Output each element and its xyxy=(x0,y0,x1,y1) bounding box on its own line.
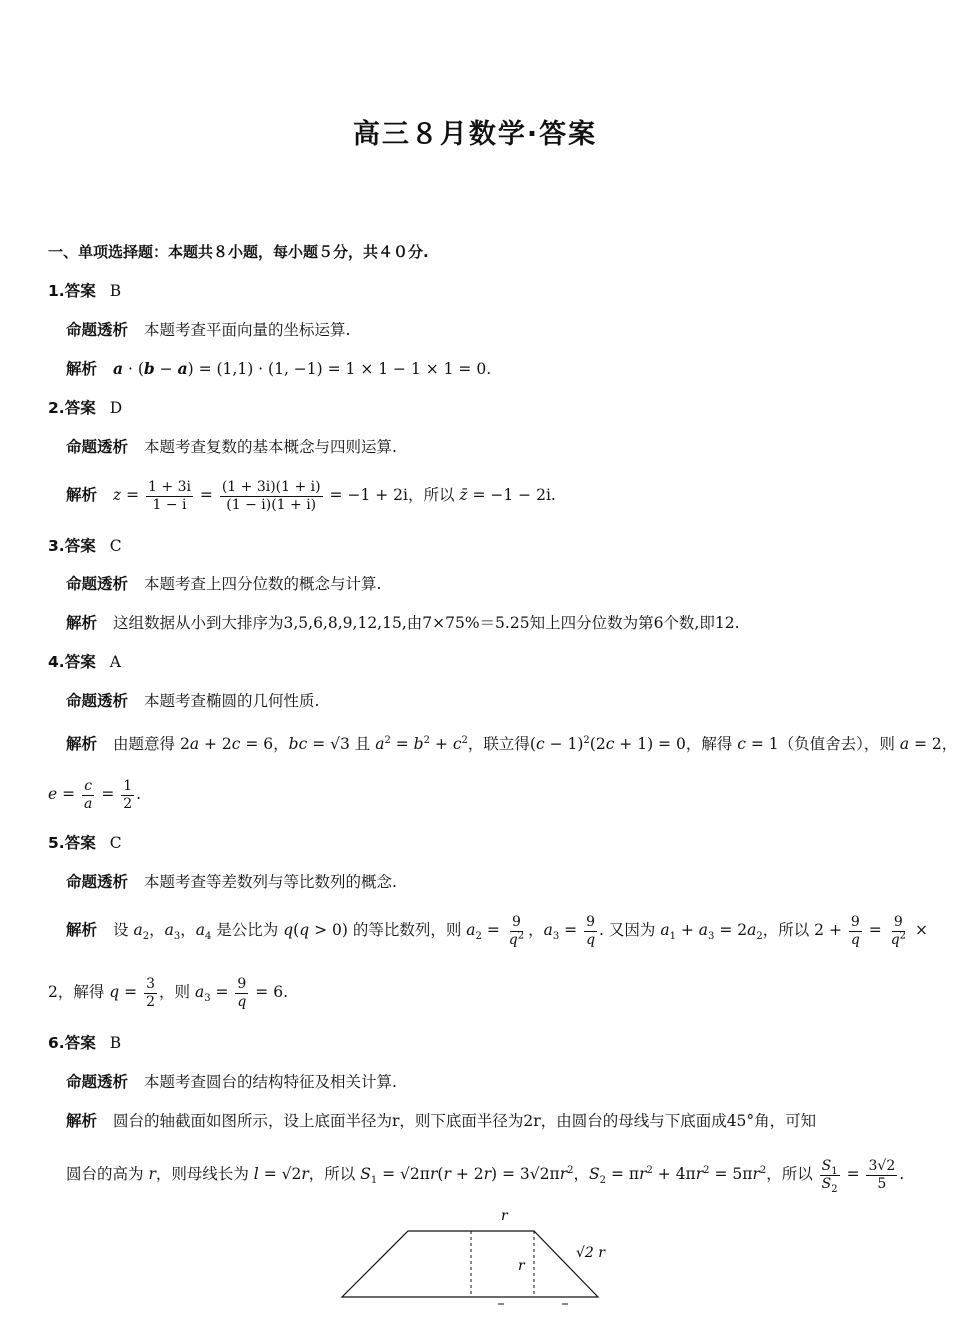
q4-formula-2: e = $\frac{c}{a}$ = $\frac{1}{2}$ . xyxy=(48,777,142,812)
page-title: 高三８月数学·答案 xyxy=(352,119,598,150)
slant-length-label: √2 r xyxy=(576,1245,605,1261)
q3-answer-line xyxy=(48,535,910,557)
q1-insight-line xyxy=(66,319,910,341)
q5-formula: 设 $a_2$，$a_3$，$a_4$ 是公比为 q(q > 0) 的等比数列，则 $a_2$ = $\frac{9}{q^2}$ ，$a_3$ = $\frac{9}{q}$ . 又因为 $a_1 + a_3 = 2a_2$，所以 2 + $\frac{9}{q}$ = $\frac{9}{q^2}$ × xyxy=(113,913,928,948)
q3-insight: 本题考查上四分位数的概念与计算. xyxy=(144,575,382,593)
q4-analysis-line xyxy=(66,733,957,755)
q2-analysis-line xyxy=(66,475,910,515)
q5-insight-line xyxy=(66,871,910,893)
q1-number: 1. xyxy=(48,282,65,300)
insight-label: 命题透析 xyxy=(66,873,129,891)
q5-analysis-line-2 xyxy=(48,972,910,1012)
q4-formula: 由题意得 2a + 2c = 6，bc = √3 且 $a^2 = b^2 + c^2$，联立得$(c - 1)^2(2c + 1) = 0$，解得 c = 1（负值舍去），则 a = 2， xyxy=(113,734,957,753)
frustum-cross-section-figure xyxy=(330,1200,630,1344)
insight-label: 命题透析 xyxy=(66,438,129,456)
q2-formula: z = $\frac{1 + 3i}{1 - i}$ = $\frac{(1 + 3i)(1 + i)}{(1 - i)(1 + i)}$ = −1 + 2i，所以 z̄ = −1 − 2i. xyxy=(113,478,556,513)
insight-label: 命题透析 xyxy=(66,575,129,593)
q1-formula: a · (b − a) = (1,1) · (1, −1) = 1 × 1 − 1 × 1 = 0. xyxy=(113,359,492,378)
q6-answer-line xyxy=(48,1032,910,1054)
answer-label: 答案 xyxy=(64,1034,96,1052)
q3-number: 3. xyxy=(48,537,65,555)
q5-insight: 本题考查等差数列与等比数列的概念. xyxy=(144,873,397,891)
q6-insight: 本题考查圆台的结构特征及相关计算. xyxy=(144,1073,397,1091)
height-label: r xyxy=(518,1258,525,1274)
q6-formula: 圆台的高为 r，则母线长为 l = √2r，所以 $S_1 = √2\pi r(r + 2r) = 3√2\pi r^2$，$S_2 = \pi r^2 + 4\pi r^2 = 5\pi r^2$，所以 $\frac{S_1}{S_2}$ = $\frac{3√2}{5}$ . xyxy=(66,1157,905,1195)
top-radius-label: r xyxy=(501,1208,508,1224)
analysis-label: 解析 xyxy=(66,735,98,753)
q6-analysis-line-2 xyxy=(66,1154,910,1194)
q5-formula-2: 2，解得 q = $\frac{3}{2}$ ，则 $a_3$ = $\frac{9}{q}$ = 6. xyxy=(48,975,289,1010)
analysis-label: 解析 xyxy=(66,921,98,939)
q5-answer: C xyxy=(109,834,122,852)
q4-number: 4. xyxy=(48,653,65,671)
trapezoid-outline xyxy=(342,1231,598,1297)
answer-label: 答案 xyxy=(64,834,96,852)
q1-insight: 本题考查平面向量的坐标运算. xyxy=(144,321,351,339)
insight-label: 命题透析 xyxy=(66,1073,129,1091)
insight-label: 命题透析 xyxy=(66,692,129,710)
analysis-label: 解析 xyxy=(66,486,98,504)
q4-insight: 本题考查椭圆的几何性质. xyxy=(144,692,320,710)
q4-answer: A xyxy=(109,653,121,671)
q4-insight-line xyxy=(66,690,910,712)
q6-answer: B xyxy=(109,1034,122,1052)
q6-analysis-line xyxy=(66,1110,910,1132)
q3-analysis-line xyxy=(66,612,910,634)
q5-answer-line xyxy=(48,832,910,854)
q6-number: 6. xyxy=(48,1034,65,1052)
analysis-label: 解析 xyxy=(66,1112,98,1130)
q3-answer: C xyxy=(109,537,122,555)
q2-answer: D xyxy=(109,399,123,417)
q2-answer-line xyxy=(48,397,910,419)
answer-label: 答案 xyxy=(64,282,96,300)
q5-number: 5. xyxy=(48,834,65,852)
answer-label: 答案 xyxy=(64,537,96,555)
q3-analysis: 这组数据从小到大排序为3,5,6,8,9,12,15,由7×75%＝5.25知上四分位数为第6个数,即12. xyxy=(113,614,740,632)
q1-analysis-line xyxy=(66,358,910,380)
q2-insight-line xyxy=(66,436,910,458)
q2-number: 2. xyxy=(48,399,65,417)
q2-insight: 本题考查复数的基本概念与四则运算. xyxy=(144,438,397,456)
q4-analysis-line-2 xyxy=(48,774,910,814)
q1-answer-line xyxy=(48,280,910,302)
section-heading: 一、单项选择题：本题共８小题，每小题５分，共４０分. xyxy=(48,243,429,261)
answer-label: 答案 xyxy=(64,399,96,417)
insight-label: 命题透析 xyxy=(66,321,129,339)
answer-label: 答案 xyxy=(64,653,96,671)
q6-insight-line xyxy=(66,1071,910,1093)
q1-answer: B xyxy=(109,282,122,300)
analysis-label: 解析 xyxy=(66,360,98,378)
q4-answer-line xyxy=(48,651,910,673)
q3-insight-line xyxy=(66,573,910,595)
analysis-label: 解析 xyxy=(66,614,98,632)
q6-analysis: 圆台的轴截面如图所示，设上底面半径为r，则下底面半径为2r，由圆台的母线与下底面成45°角，可知 xyxy=(113,1112,817,1130)
q5-analysis-line xyxy=(66,910,928,950)
